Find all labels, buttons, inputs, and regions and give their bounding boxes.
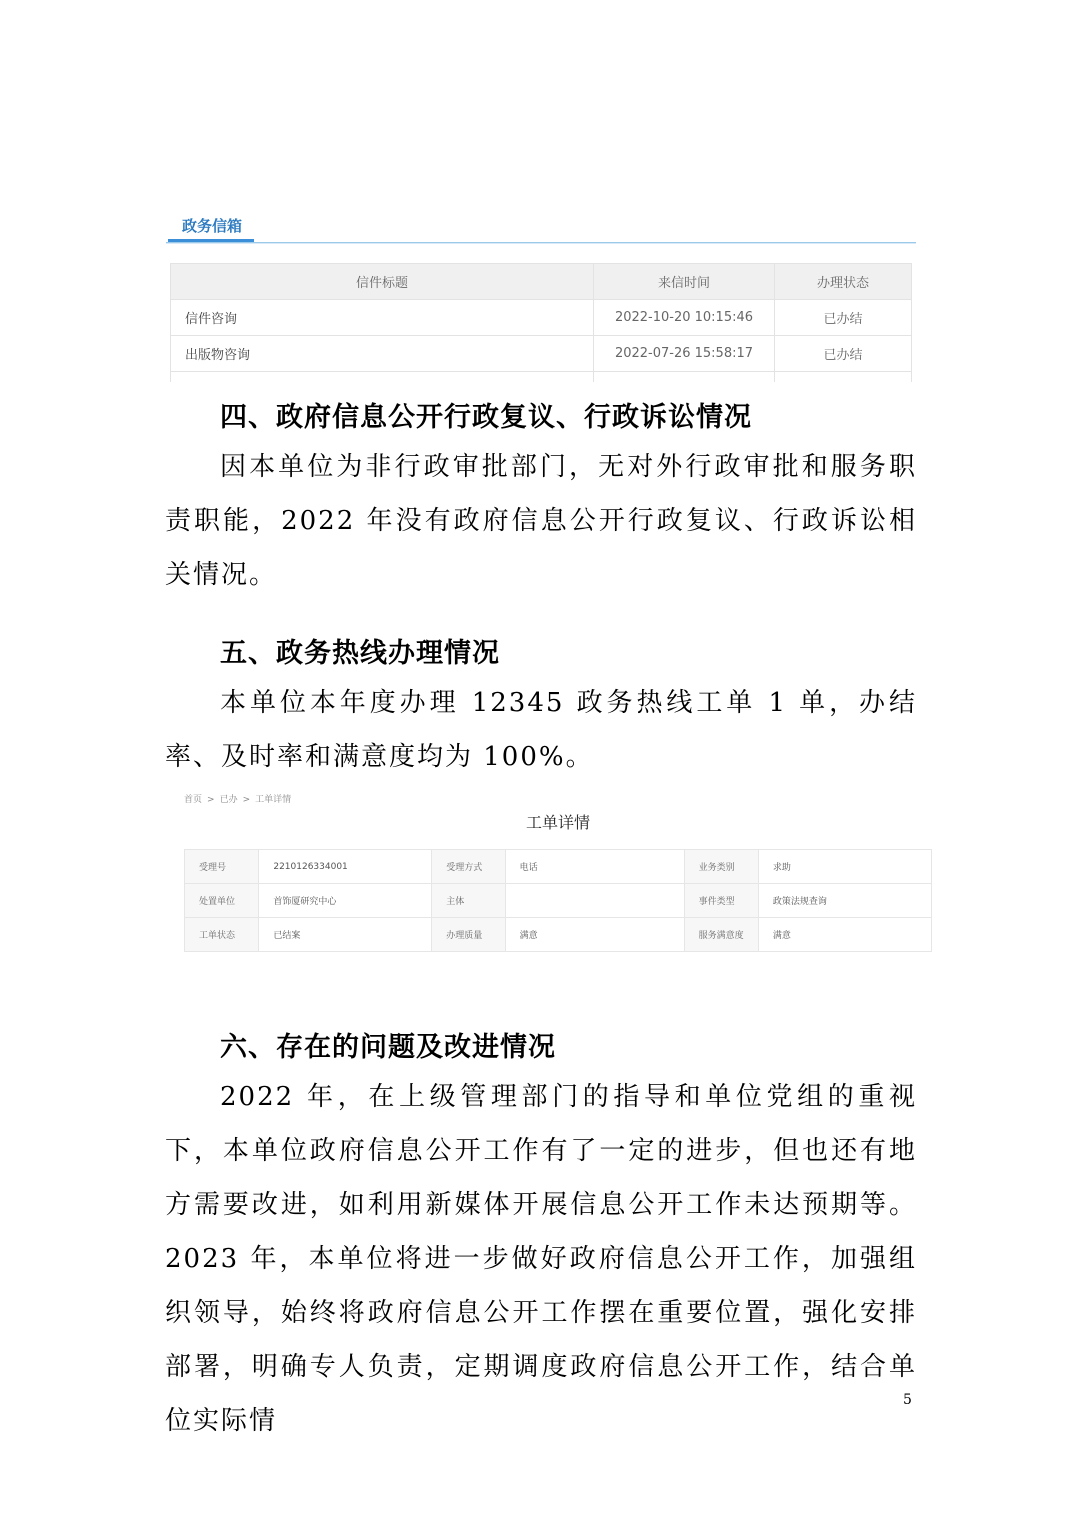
header-letter-time: 来信时间: [594, 264, 775, 300]
section-5-heading: 五、政务热线办理情况: [220, 638, 500, 669]
section-6-heading: 六、存在的问题及改进情况: [220, 1032, 556, 1063]
work-order-screenshot: [184, 788, 932, 958]
label-service-satisfaction: 服务满意度: [684, 918, 758, 952]
value-handling-quality: 满意: [505, 918, 684, 952]
value-business-category: 求助: [758, 850, 931, 884]
breadcrumb-separator: >: [242, 795, 251, 805]
label-event-type: 事件类型: [684, 884, 758, 918]
work-order-title: 工单详情: [525, 813, 590, 832]
letter-status: 已办结: [775, 336, 912, 372]
label-handling-unit: 处置单位: [185, 884, 259, 918]
value-handling-unit: 首饰厦研究中心: [259, 884, 432, 918]
mailbox-screenshot: [166, 212, 916, 382]
letter-time: 2022-10-20 10:15:46: [594, 300, 775, 336]
label-accept-method: 受理方式: [432, 850, 505, 884]
section-4-body: 因本单位为非行政审批部门，无对外行政审批和服务职责职能，2022 年没有政府信息公开行政复议、行政诉讼相关情况。: [165, 452, 917, 590]
breadcrumb-current: 工单详情: [255, 795, 292, 805]
breadcrumb: [184, 792, 291, 805]
value-event-type: 政策法规查询: [758, 884, 931, 918]
breadcrumb-done[interactable]: 已办: [219, 795, 238, 805]
section-5-body: 本单位本年度办理 12345 政务热线工单 1 单，办结率、及时率和满意度均为 100%。: [165, 688, 917, 772]
letter-status: 已办结: [775, 300, 912, 336]
table-row: [185, 850, 932, 884]
mailbox-tab-bar-shadow: [166, 243, 916, 244]
table-row: [185, 918, 932, 952]
label-order-status: 工单状态: [185, 918, 259, 952]
value-service-satisfaction: 满意: [758, 918, 931, 952]
section-6-body: 2022 年，在上级管理部门的指导和单位党组的重视下，本单位政府信息公开工作有了一定的进步，但也还有地方需要改进，如利用新媒体开展信息公开工作未达预期等。2023 年，本单位将进一步做好政府信息公开工作，加强组织领导，始终将政府信息公开工作摆在重要位置，强化安排部署，明确专人负责，定期调度政府信息公开工作，结合单位实际情: [165, 1082, 917, 1436]
work-order-table: [184, 849, 932, 952]
section-4-heading: 四、政府信息公开行政复议、行政诉讼情况: [220, 402, 752, 433]
mailbox-tab[interactable]: 政务信箱: [182, 217, 243, 235]
label-handling-quality: 办理质量: [432, 918, 505, 952]
value-accept-method: 电话: [505, 850, 684, 884]
breadcrumb-home[interactable]: 首页: [184, 795, 203, 805]
table-row[interactable]: [171, 300, 912, 336]
table-row: [185, 884, 932, 918]
breadcrumb-separator: >: [207, 795, 215, 805]
header-status: 办理状态: [775, 264, 912, 300]
table-row: [171, 372, 912, 383]
mailbox-header-row: [171, 264, 912, 300]
mailbox-table: [170, 263, 912, 382]
value-subject: [505, 884, 684, 918]
label-subject: 主体: [432, 884, 505, 918]
label-business-category: 业务类别: [684, 850, 758, 884]
value-order-status: 已结案: [259, 918, 432, 952]
value-case-number: 2210126334001: [259, 850, 432, 884]
letter-title[interactable]: 信件咨询: [171, 300, 594, 336]
letter-time: 2022-07-26 15:58:17: [594, 336, 775, 372]
page-number: 5: [903, 1392, 912, 1408]
label-case-number: 受理号: [185, 850, 259, 884]
table-row[interactable]: [171, 336, 912, 372]
header-letter-title: 信件标题: [171, 264, 594, 300]
letter-title[interactable]: 出版物咨询: [171, 336, 594, 372]
